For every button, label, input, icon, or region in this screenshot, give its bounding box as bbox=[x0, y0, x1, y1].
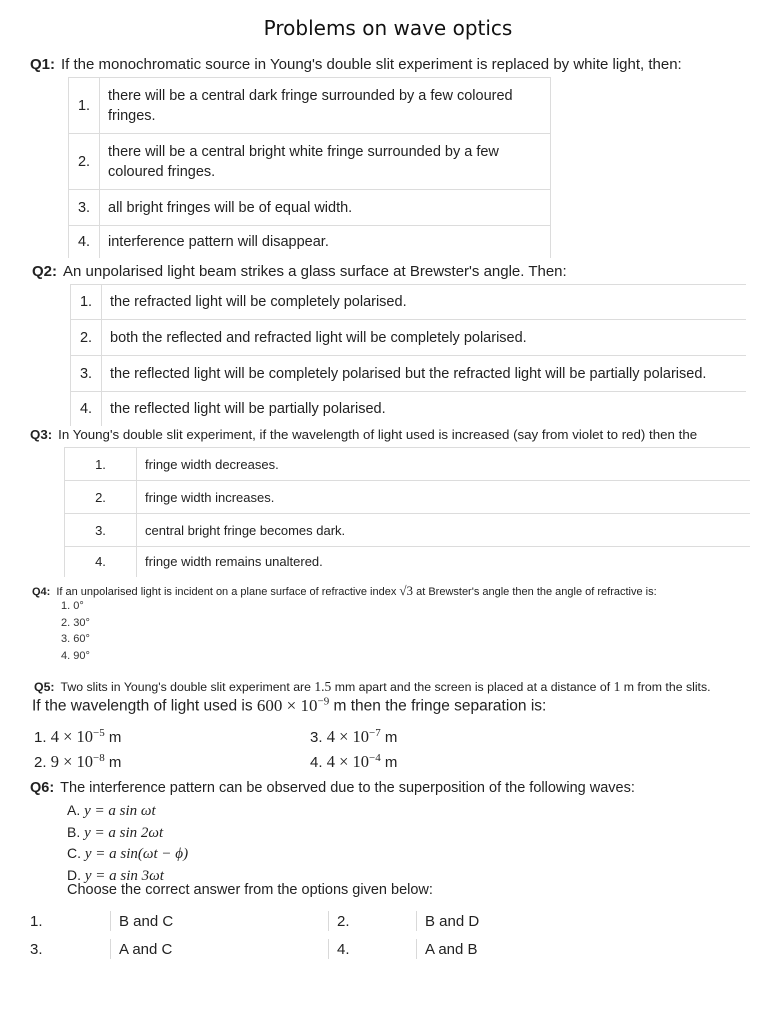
q5-line1-math-1: 1.5 bbox=[314, 679, 332, 694]
q5-line2-text-a: If the wavelength of light used is bbox=[32, 697, 253, 715]
q5-line1-text-a: Two slits in Young's double slit experiment are bbox=[60, 680, 311, 694]
q3-option-2[interactable] bbox=[65, 481, 751, 514]
q4-text-after: at Brewster's angle then the angle of refractive is: bbox=[416, 586, 657, 598]
q5-option-4-unit: m bbox=[384, 754, 398, 771]
q5-option-3-base: 4 × 10 bbox=[326, 727, 369, 746]
q5-option-4[interactable] bbox=[310, 752, 397, 772]
q4-text-before: If an unpolarised light is incident on a plane surface of refractive index bbox=[56, 586, 397, 598]
q6-divider bbox=[328, 939, 329, 959]
q2-question bbox=[32, 263, 567, 280]
q5-option-2-number: 2. bbox=[34, 754, 47, 771]
q5-option-1-unit: m bbox=[108, 729, 122, 746]
q5-option-4-number: 4. bbox=[310, 754, 323, 771]
q3-options bbox=[64, 447, 750, 577]
q2-option-3-text: the reflected light will be completely polarised but the refracted light will be partially polarised. bbox=[102, 356, 747, 392]
q3-option-4[interactable] bbox=[65, 547, 751, 577]
q5-line2-math-exp: −9 bbox=[317, 695, 330, 707]
q6-option-3-number: 3. bbox=[30, 941, 43, 958]
q3-question bbox=[30, 427, 697, 442]
q5-option-1-base: 4 × 10 bbox=[50, 727, 93, 746]
q5-line2-math-base: 600 × 10 bbox=[256, 695, 318, 715]
q3-option-2-text: fringe width increases. bbox=[137, 481, 751, 514]
q2-option-4-number: 4. bbox=[71, 392, 102, 426]
q6-option-2-text[interactable]: B and D bbox=[425, 913, 480, 930]
q2-option-2[interactable] bbox=[71, 320, 747, 356]
q2-option-3-number: 3. bbox=[71, 356, 102, 392]
q2-option-1-text: the refracted light will be completely polarised. bbox=[102, 285, 747, 320]
q3-text: In Young's double slit experiment, if the wavelength of light used is increased (say from violet to red) then the bbox=[58, 427, 698, 442]
q1-option-1-number: 1. bbox=[69, 78, 100, 134]
q6-wave-a-eq: y = a sin ωt bbox=[84, 803, 156, 819]
q6-option-1-number: 1. bbox=[30, 913, 43, 930]
q6-wave-a-label: A. bbox=[67, 802, 81, 818]
q6-prompt: Choose the correct answer from the options given below: bbox=[67, 882, 433, 898]
q5-line1-text-c: m from the slits. bbox=[623, 680, 711, 694]
q6-wave-b-eq: y = a sin 2ωt bbox=[84, 824, 164, 841]
q2-option-4-text: the reflected light will be partially polarised. bbox=[102, 392, 747, 426]
q6-options bbox=[0, 911, 768, 961]
q5-option-3[interactable] bbox=[310, 727, 397, 747]
q6-wave-c-label: C. bbox=[67, 845, 81, 861]
q5-line2-text-b: m then the fringe separation is: bbox=[333, 697, 547, 715]
q4-options bbox=[61, 598, 90, 664]
page-title: Problems on wave optics bbox=[263, 16, 513, 40]
q1-option-3-number: 3. bbox=[69, 190, 100, 226]
q6-option-2-number: 2. bbox=[337, 913, 350, 930]
q3-option-1[interactable] bbox=[65, 448, 751, 481]
q1-option-4-number: 4. bbox=[69, 226, 100, 258]
q2-option-2-text: both the reflected and refracted light will be completely polarised. bbox=[102, 320, 747, 356]
q4-math: √3 bbox=[399, 583, 414, 598]
q1-option-3[interactable] bbox=[69, 190, 551, 226]
q2-options bbox=[70, 284, 746, 426]
q1-option-4[interactable] bbox=[69, 226, 551, 258]
q5-line1-math-2: 1 bbox=[613, 679, 621, 694]
q6-waves bbox=[67, 800, 188, 886]
q5-option-4-exp: −4 bbox=[369, 752, 381, 764]
q6-wave-b-label: B. bbox=[67, 823, 81, 840]
q5-line2-math bbox=[257, 696, 329, 715]
q3-option-4-text: fringe width remains unaltered. bbox=[137, 547, 751, 577]
q1-option-4-text: interference pattern will disappear. bbox=[100, 226, 551, 258]
q6-wave-a bbox=[67, 800, 188, 822]
q6-option-4-text[interactable]: A and B bbox=[425, 941, 478, 958]
q1-option-1-text: there will be a central dark fringe surrounded by a few coloured fringes. bbox=[100, 78, 551, 134]
q1-option-2-number: 2. bbox=[69, 134, 100, 190]
q5-option-2-unit: m bbox=[108, 754, 122, 771]
q4-option-4[interactable]: 4. 90° bbox=[61, 649, 90, 662]
q6-wave-c bbox=[67, 843, 188, 865]
q6-wave-d-label: D. bbox=[67, 866, 81, 883]
q6-number: Q6: bbox=[30, 780, 55, 796]
q5-question-line1 bbox=[34, 679, 711, 695]
q3-option-3[interactable] bbox=[65, 514, 751, 547]
q1-option-2-text: there will be a central bright white fringe surrounded by a few coloured fringes. bbox=[100, 134, 551, 190]
q5-option-1[interactable] bbox=[34, 727, 121, 747]
q6-divider bbox=[110, 939, 111, 959]
q4-option-2[interactable]: 2. 30° bbox=[61, 616, 90, 629]
q5-question-line2 bbox=[32, 695, 546, 716]
q4-number: Q4: bbox=[32, 586, 51, 598]
q6-text: The interference pattern can be observed due to the superposition of the following waves: bbox=[60, 780, 635, 796]
q3-option-3-number: 3. bbox=[65, 514, 137, 547]
q2-option-3[interactable] bbox=[71, 356, 747, 392]
q5-option-1-exp: −5 bbox=[93, 727, 105, 739]
q5-option-3-number: 3. bbox=[310, 729, 323, 746]
q6-option-4-number: 4. bbox=[337, 941, 350, 958]
q3-option-3-text: central bright fringe becomes dark. bbox=[137, 514, 751, 547]
q6-question bbox=[30, 780, 635, 796]
q6-divider bbox=[328, 911, 329, 931]
q3-option-1-number: 1. bbox=[65, 448, 137, 481]
q5-option-4-base: 4 × 10 bbox=[326, 752, 369, 771]
q4-question bbox=[32, 583, 657, 599]
q6-divider bbox=[416, 939, 417, 959]
q2-text: An unpolarised light beam strikes a glass surface at Brewster's angle. Then: bbox=[63, 263, 567, 280]
q5-option-3-unit: m bbox=[384, 729, 398, 746]
q2-option-1[interactable] bbox=[71, 285, 747, 320]
q4-option-3[interactable]: 3. 60° bbox=[61, 633, 90, 645]
q6-wave-c-eq: y = a sin(ωt − ϕ) bbox=[84, 846, 189, 862]
q2-option-2-number: 2. bbox=[71, 320, 102, 356]
q6-wave-d-eq: y = a sin 3ωt bbox=[84, 867, 164, 884]
q6-wave-b bbox=[67, 822, 188, 844]
q3-option-4-number: 4. bbox=[65, 547, 137, 577]
q6-option-3-text[interactable]: A and C bbox=[119, 941, 173, 958]
q6-divider bbox=[416, 911, 417, 931]
q5-option-2[interactable] bbox=[34, 752, 121, 772]
q4-option-1[interactable]: 1. 0° bbox=[61, 600, 84, 612]
q1-number: Q1: bbox=[30, 56, 56, 73]
q5-option-2-base: 9 × 10 bbox=[50, 752, 93, 771]
q1-question bbox=[30, 56, 682, 73]
q1-options bbox=[68, 77, 551, 258]
q1-option-1[interactable] bbox=[69, 78, 551, 134]
q5-number: Q5: bbox=[34, 680, 55, 694]
q1-option-3-text: all bright fringes will be of equal width. bbox=[100, 190, 551, 226]
q3-number: Q3: bbox=[30, 427, 53, 442]
q5-option-1-number: 1. bbox=[34, 729, 47, 746]
q2-option-4[interactable] bbox=[71, 392, 747, 426]
q1-text: If the monochromatic source in Young's double slit experiment is replaced by white light, then: bbox=[61, 56, 682, 73]
q3-option-1-text: fringe width decreases. bbox=[137, 448, 751, 481]
q5-line1-text-b: mm apart and the screen is placed at a distance of bbox=[334, 680, 611, 694]
q5-option-2-exp: −8 bbox=[93, 752, 105, 764]
q2-option-1-number: 1. bbox=[71, 285, 102, 320]
q2-number: Q2: bbox=[32, 263, 58, 280]
q5-option-3-exp: −7 bbox=[369, 727, 381, 739]
q6-divider bbox=[110, 911, 111, 931]
q6-option-1-text[interactable]: B and C bbox=[119, 913, 174, 930]
q1-option-2[interactable] bbox=[69, 134, 551, 190]
q3-option-2-number: 2. bbox=[65, 481, 137, 514]
